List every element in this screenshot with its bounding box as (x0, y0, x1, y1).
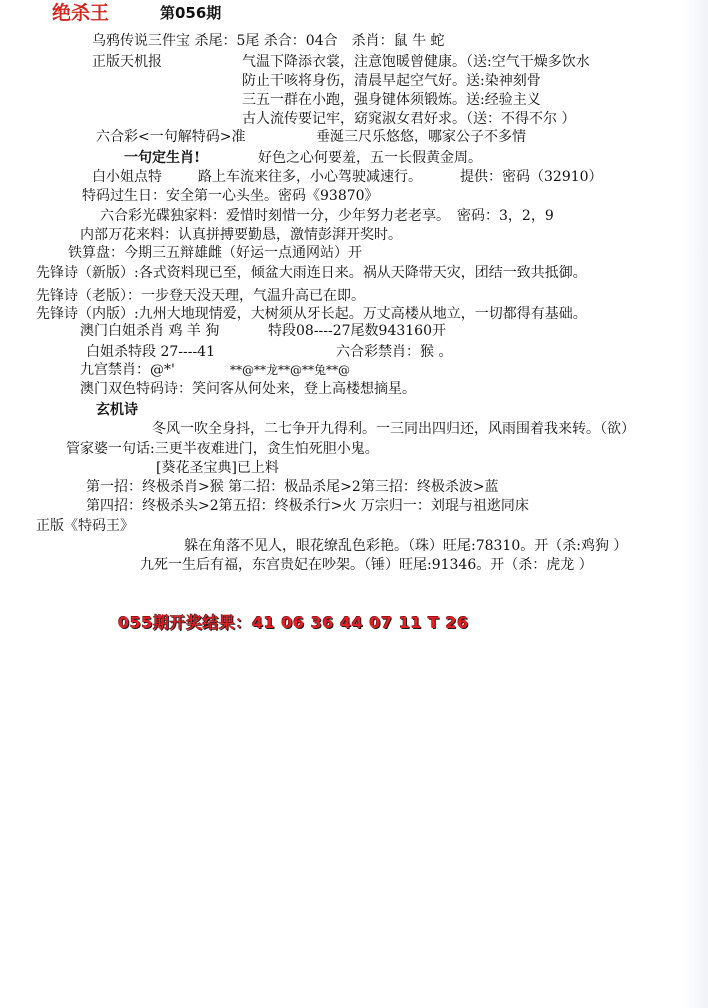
line-shuangse: 澳门双色特码诗：笑问客从何处来，登上高楼想摘星。 (80, 381, 416, 397)
page-edge-shadow (682, 0, 708, 1008)
line-macau-segment: 特段08----27尾数943160开 (268, 323, 446, 339)
line-xianfeng-new: 先锋诗（新版）:各式资料现已至，倾盆大雨连日来。祸从天降带天灾，团结一致共抵御。 (36, 265, 587, 281)
line-guanjiapo: 管家婆一句话:三更半夜难进门，贪生怕死胆小鬼。 (66, 441, 379, 457)
line-jiugong: 九宫禁肖：@*' (80, 362, 175, 378)
line-tianji-1: 气温下降添衣裳，注意饱暖曾健康。（送:空气干燥多饮水 (242, 54, 590, 70)
line-yijujie-heading: 六合彩<一句解特码>准 (96, 129, 246, 145)
line-tianji-4: 古人流传要记牢，窈窕淑女君好求。（送：不得不尔 ） (242, 111, 576, 127)
page-title: 绝杀王 (52, 2, 110, 24)
line-baixiaojie-heading: 白小姐点特 (92, 169, 162, 185)
line-tema-heading: 正版《特码王》 (36, 518, 134, 534)
line-baijie-segment: 白姐杀特段 27----41 (86, 344, 216, 360)
line-tema-2: 九死一生后有福，东宫贵妃在吵架。（锤）旺尾:91346。开（杀：虎龙 ） (140, 557, 593, 573)
line-xuanji-heading: 玄机诗 (96, 402, 138, 418)
line-kuihua-heading: [葵花圣宝典]已上料 (156, 460, 279, 476)
line-yijujie-text: 垂涎三尺乐悠悠，哪家公子不多情 (316, 129, 526, 145)
line-xianfeng-inner: 先锋诗（内版）:九州大地现情爱，大树须从牙长起。万丈高楼从地立，一切都得有基础。 (36, 306, 587, 322)
line-tianji-heading: 正版天机报 (92, 54, 162, 70)
line-tiesuanpan: 铁算盘：今期三五辩雄雌（好运一点通网站）开 (68, 245, 362, 261)
line-tema-1: 躲在角落不见人，眼花缭乱色彩艳。（珠）旺尾:78310。开（杀:鸡狗 ） (184, 538, 628, 554)
line-baixiaojie-text: 路上车流来往多，小心驾驶减速行。 (198, 169, 422, 185)
line-xianfeng-old: 先锋诗（老版）：一步登天没天理，气温升高已在即。 (36, 288, 365, 304)
line-kuihua-1: 第一招：终极杀肖>猴 第二招：极品杀尾>2第三招：终极杀波>蓝 (86, 479, 499, 495)
line-macau-kill: 澳门白姐杀肖 鸡 羊 狗 (80, 323, 220, 339)
line-baixiaojie-code: 提供：密码（32910） (460, 169, 603, 185)
issue-number: 第056期 (160, 4, 222, 22)
line-yiju-heading: 一句定生肖! (124, 150, 201, 166)
line-yiju-text: 好色之心何要羞，五一长假黄金周。 (258, 150, 482, 166)
line-tianji-2: 防止干咳将身伤，清晨早起空气好。送:染神刻骨 (242, 73, 541, 89)
line-xuanji-text: 冬风一吹全身抖，二七争开九得利。一三同出四归还，风雨围着我来转。（欲） (152, 421, 635, 437)
line-wanhua: 内部万花来料：认真拼搏要勤恳，激情彭湃开奖时。 (80, 227, 402, 243)
line-birthday: 特码过生日：安全第一心头坐。密码《93870》 (82, 188, 379, 204)
line-liuhe-forbidden: 六合彩禁肖：猴 。 (336, 344, 453, 360)
line-wuya: 乌鸦传说三件宝 杀尾：5尾 杀合：04合 杀肖：鼠 牛 蛇 (92, 33, 445, 49)
line-guangdie: 六合彩光碟独家料：爱惜时刻惜一分，少年努力老老享。 密码：3，2，9 (100, 208, 554, 224)
line-tianji-3: 三五一群在小跑，强身键体须锻炼。送:经验主义 (242, 92, 541, 108)
line-jiugong-symbols: **@**龙**@**兔**@ (230, 363, 351, 377)
line-kuihua-2: 第四招：终极杀头>2第五招：终极杀行>火 万宗归一：刘琨与祖逖同床 (86, 498, 529, 514)
lottery-result: 055期开奖结果：41 06 36 44 07 11 T 26 (118, 613, 469, 632)
